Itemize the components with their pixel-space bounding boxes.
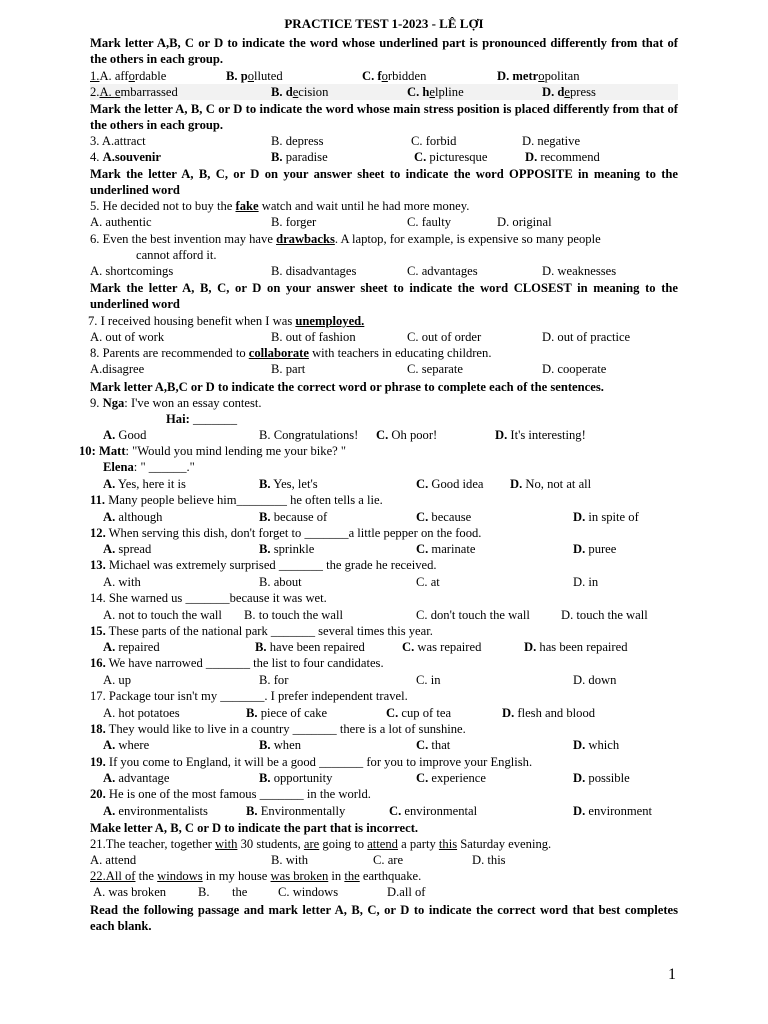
q4-option-d: D. recommend <box>525 150 600 164</box>
q22-option-b-text: the <box>232 885 248 899</box>
q4-option-c: C. picturesque <box>414 150 488 164</box>
q13-option-d: D. in <box>573 575 599 589</box>
q11-option-a: A. although <box>103 510 163 524</box>
q3-option-a: 3. A.attract <box>90 134 146 148</box>
q12-option-d: D. puree <box>573 542 617 556</box>
q13-option-c: C. at <box>416 575 440 589</box>
q14-option-d: D. touch the wall <box>561 608 648 622</box>
question-20: 20. He is one of the most famous _______ in the world. <box>90 787 371 801</box>
q18-option-b: B. when <box>259 738 301 752</box>
q1-option-b: B. polluted <box>226 69 283 83</box>
q5-option-d: D. original <box>497 215 552 229</box>
q11-option-d: D. in spite of <box>573 510 639 524</box>
q6-option-a: A. shortcomings <box>90 264 174 278</box>
q17-option-d: D. flesh and blood <box>502 706 596 720</box>
section-instruction: Mark letter A,B, C or D to indicate the word whose underlined part is pronounced differently from that of the others in each group. <box>90 36 678 67</box>
q21-option-a: A. attend <box>90 853 137 867</box>
q17-option-c: C. cup of tea <box>386 706 452 720</box>
section-instruction: Read the following passage and mark letter A, B, C, or D to indicate the correct word that best completes each blank. <box>90 903 678 934</box>
q12-option-c: C. marinate <box>416 542 476 556</box>
q9-option-b: B. Congratulations! <box>259 428 359 442</box>
q21-option-b: B. with <box>271 853 309 867</box>
q10-option-b: B. Yes, let's <box>259 477 318 491</box>
q1-option-d: D. metropolitan <box>497 69 580 83</box>
q19-option-a: A. advantage <box>103 771 170 785</box>
question-5: 5. He decided not to buy the fake watch and wait until he had more money. <box>90 199 470 213</box>
q16-option-c: C. in <box>416 673 441 687</box>
q3-option-c: C. forbid <box>411 134 457 148</box>
q8-option-c: C. separate <box>407 362 463 376</box>
q14-option-c: C. don't touch the wall <box>416 608 530 622</box>
q20-option-a: A. environmentalists <box>103 804 208 818</box>
question-16: 16. We have narrowed _______ the list to four candidates. <box>90 656 384 670</box>
question-17: 17. Package tour isn't my _______. I prefer independent travel. <box>90 689 408 703</box>
question-10: 10: Matt: "Would you mind lending me your bike? " <box>79 444 347 458</box>
q2-option-d: D. depress <box>542 85 596 99</box>
q1-option-c: C. forbidden <box>362 69 427 83</box>
q5-option-a: A. authentic <box>90 215 152 229</box>
q9-option-c: C. Oh poor! <box>376 428 438 442</box>
question-6: 6. Even the best invention may have drawbacks. A laptop, for example, is expensive so many people <box>90 232 601 246</box>
page-title: PRACTICE TEST 1-2023 - LÊ LỢI <box>284 16 484 31</box>
question-14: 14. She warned us _______because it was wet. <box>90 591 327 605</box>
q14-option-b: B. to touch the wall <box>244 608 343 622</box>
q4-option-b: B. paradise <box>271 150 328 164</box>
section-instruction: Mark the letter A, B, C or D to indicate the word whose main stress position is placed differently from that of the others in each group. <box>90 102 678 133</box>
q22-option-d: D.all of <box>387 885 426 899</box>
q22-option-a: A. was broken <box>93 885 167 899</box>
q15-option-d: D. has been repaired <box>524 640 628 654</box>
question-2: 2.A. embarrassed <box>90 84 678 100</box>
q15-option-a: A. repaired <box>103 640 160 654</box>
q13-option-b: B. about <box>259 575 302 589</box>
q15-option-c: C. was repaired <box>402 640 482 654</box>
q15-option-b: B. have been repaired <box>255 640 365 654</box>
q3-option-d: D. negative <box>522 134 581 148</box>
q12-option-a: A. spread <box>103 542 152 556</box>
q17-option-b: B. piece of cake <box>246 706 328 720</box>
q7-option-a: A. out of work <box>90 330 165 344</box>
question-15: 15. These parts of the national park _______ several times this year. <box>90 624 433 638</box>
question-6-line2: cannot afford it. <box>136 248 217 262</box>
q19-option-c: C. experience <box>416 771 486 785</box>
section-instruction: Mark letter A,B,C or D to indicate the correct word or phrase to complete each of the sentences. <box>90 380 604 394</box>
q8-option-a: A.disagree <box>90 362 145 376</box>
section-instruction: Mark the letter A, B, C, or D on your answer sheet to indicate the word OPPOSITE in meaning to the underlined word <box>90 167 678 198</box>
q14-option-a: A. not to touch the wall <box>103 608 222 622</box>
q8-option-d: D. cooperate <box>542 362 607 376</box>
q10-option-d: D. No, not at all <box>510 477 592 491</box>
question-7: 7. I received housing benefit when I was unemployed. <box>88 314 365 328</box>
q5-option-c: C. faulty <box>407 215 452 229</box>
q16-option-a: A. up <box>103 673 131 687</box>
q18-option-d: D. which <box>573 738 620 752</box>
q20-option-d: D. environment <box>573 804 653 818</box>
q18-option-c: C. that <box>416 738 451 752</box>
q11-option-b: B. because of <box>259 510 328 524</box>
q3-option-b: B. depress <box>271 134 324 148</box>
q17-option-a: A. hot potatoes <box>103 706 180 720</box>
q12-option-b: B. sprinkle <box>259 542 315 556</box>
question-9: 9. Nga: I've won an essay contest. <box>90 396 262 410</box>
q9-option-d: D. It's interesting! <box>495 428 586 442</box>
q4-option-a: 4. A.souvenir <box>90 150 162 164</box>
q20-option-b: B. Environmentally <box>246 804 346 818</box>
question-8: 8. Parents are recommended to collaborate with teachers in educating children. <box>90 346 492 360</box>
q22-option-b: B. <box>198 885 210 899</box>
section-instruction: Make letter A, B, C or D to indicate the part that is incorrect. <box>90 821 419 835</box>
q13-option-a: A. with <box>103 575 141 589</box>
q16-option-d: D. down <box>573 673 617 687</box>
q10-option-c: C. Good idea <box>416 477 484 491</box>
question-12: 12. When serving this dish, don't forget to _______a little pepper on the food. <box>90 526 482 540</box>
q10-option-a: A. Yes, here it is <box>103 477 186 491</box>
q9-option-a: A. Good <box>103 428 147 442</box>
q6-option-b: B. disadvantages <box>271 264 357 278</box>
q6-option-d: D. weaknesses <box>542 264 617 278</box>
q7-option-d: D. out of practice <box>542 330 631 344</box>
q2-option-c: C. helpline <box>407 85 464 99</box>
question-11: 11. Many people believe him________ he often tells a lie. <box>90 493 383 507</box>
question-9-reply: Hai: _______ <box>166 412 238 426</box>
section-instruction: Mark the letter A, B, C, or D on your answer sheet to indicate the word CLOSEST in meaning to the underlined word <box>90 281 678 312</box>
q21-option-c: C. are <box>373 853 404 867</box>
page-number: 1 <box>668 966 676 983</box>
q7-option-c: C. out of order <box>407 330 482 344</box>
q11-option-c: C. because <box>416 510 472 524</box>
q18-option-a: A. where <box>103 738 150 752</box>
question-13: 13. Michael was extremely surprised _______ the grade he received. <box>90 558 437 572</box>
q16-option-b: B. for <box>259 673 289 687</box>
q20-option-c: C. environmental <box>389 804 478 818</box>
q5-option-b: B. forger <box>271 215 317 229</box>
q7-option-b: B. out of fashion <box>271 330 356 344</box>
question-1: 1.A. affordable <box>90 69 167 83</box>
q6-option-c: C. advantages <box>407 264 478 278</box>
q19-option-b: B. opportunity <box>259 771 333 785</box>
question-10-reply: Elena: " ______." <box>103 460 195 474</box>
question-21: 21.The teacher, together with 30 students, are going to attend a party this Saturday evening. <box>90 837 552 851</box>
q8-option-b: B. part <box>271 362 306 376</box>
q22-option-c: C. windows <box>278 885 339 899</box>
q19-option-d: D. possible <box>573 771 630 785</box>
question-18: 18. They would like to live in a country _______ there is a lot of sunshine. <box>90 722 466 736</box>
question-22: 22.All of the windows in my house was broken in the earthquake. <box>90 869 422 883</box>
question-19: 19. If you come to England, it will be a good _______ for you to improve your English. <box>90 755 533 769</box>
q2-option-b: B. decision <box>271 85 329 99</box>
q21-option-d: D. this <box>472 853 506 867</box>
